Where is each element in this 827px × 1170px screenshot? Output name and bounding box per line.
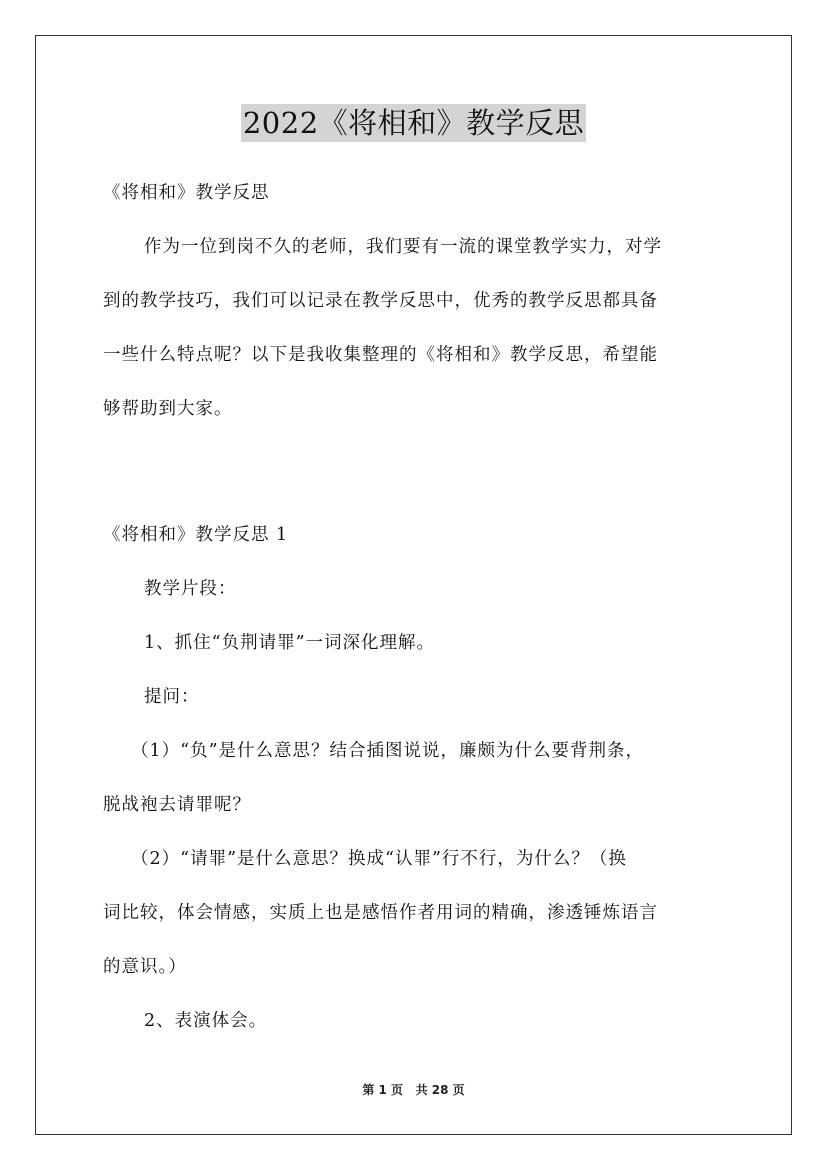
paragraph-line: （1）“负”是什么意思？结合插图说说，廉颇为什么要背荆条， (131, 741, 645, 761)
title-wrap (0, 104, 827, 142)
section-heading: 《将相和》教学反思 (103, 183, 270, 203)
paragraph-gap (103, 441, 729, 513)
paragraph-line: 一些什么特点呢？以下是我收集整理的《将相和》教学反思，希望能 (103, 345, 658, 365)
paragraph-line: （2）“请罪”是什么意思？换成“认罪”行不行，为什么？（换 (131, 849, 627, 869)
paragraph-line: 1、抓住“负荆请罪”一词深化理解。 (144, 633, 436, 653)
document-title: 2022《将相和》教学反思 (242, 106, 585, 140)
paragraph-line: 2、表演体会。 (144, 1011, 268, 1031)
paragraph-line: 提问： (144, 687, 200, 707)
section-heading: 《将相和》教学反思 1 (103, 525, 289, 545)
page-total: 共 28 页 (415, 1083, 465, 1097)
paragraph-line: 的意识。） (103, 957, 187, 977)
paragraph-line: 够帮助到大家。 (103, 399, 233, 419)
paragraph-line: 脱战袍去请罪呢？ (103, 795, 251, 815)
paragraph-line: 教学片段： (144, 579, 237, 599)
document-body (103, 171, 729, 1053)
paragraph-line: 到的教学技巧，我们可以记录在教学反思中，优秀的教学反思都具备 (103, 291, 658, 311)
paragraph-line: 词比较，体会情感，实质上也是感悟作者用词的精确，渗透锤炼语言 (103, 903, 658, 923)
page-number: 第 1 页 (362, 1083, 404, 1097)
page-footer (0, 1081, 827, 1098)
paragraph-line: 作为一位到岗不久的老师，我们要有一流的课堂教学实力，对学 (144, 237, 662, 257)
